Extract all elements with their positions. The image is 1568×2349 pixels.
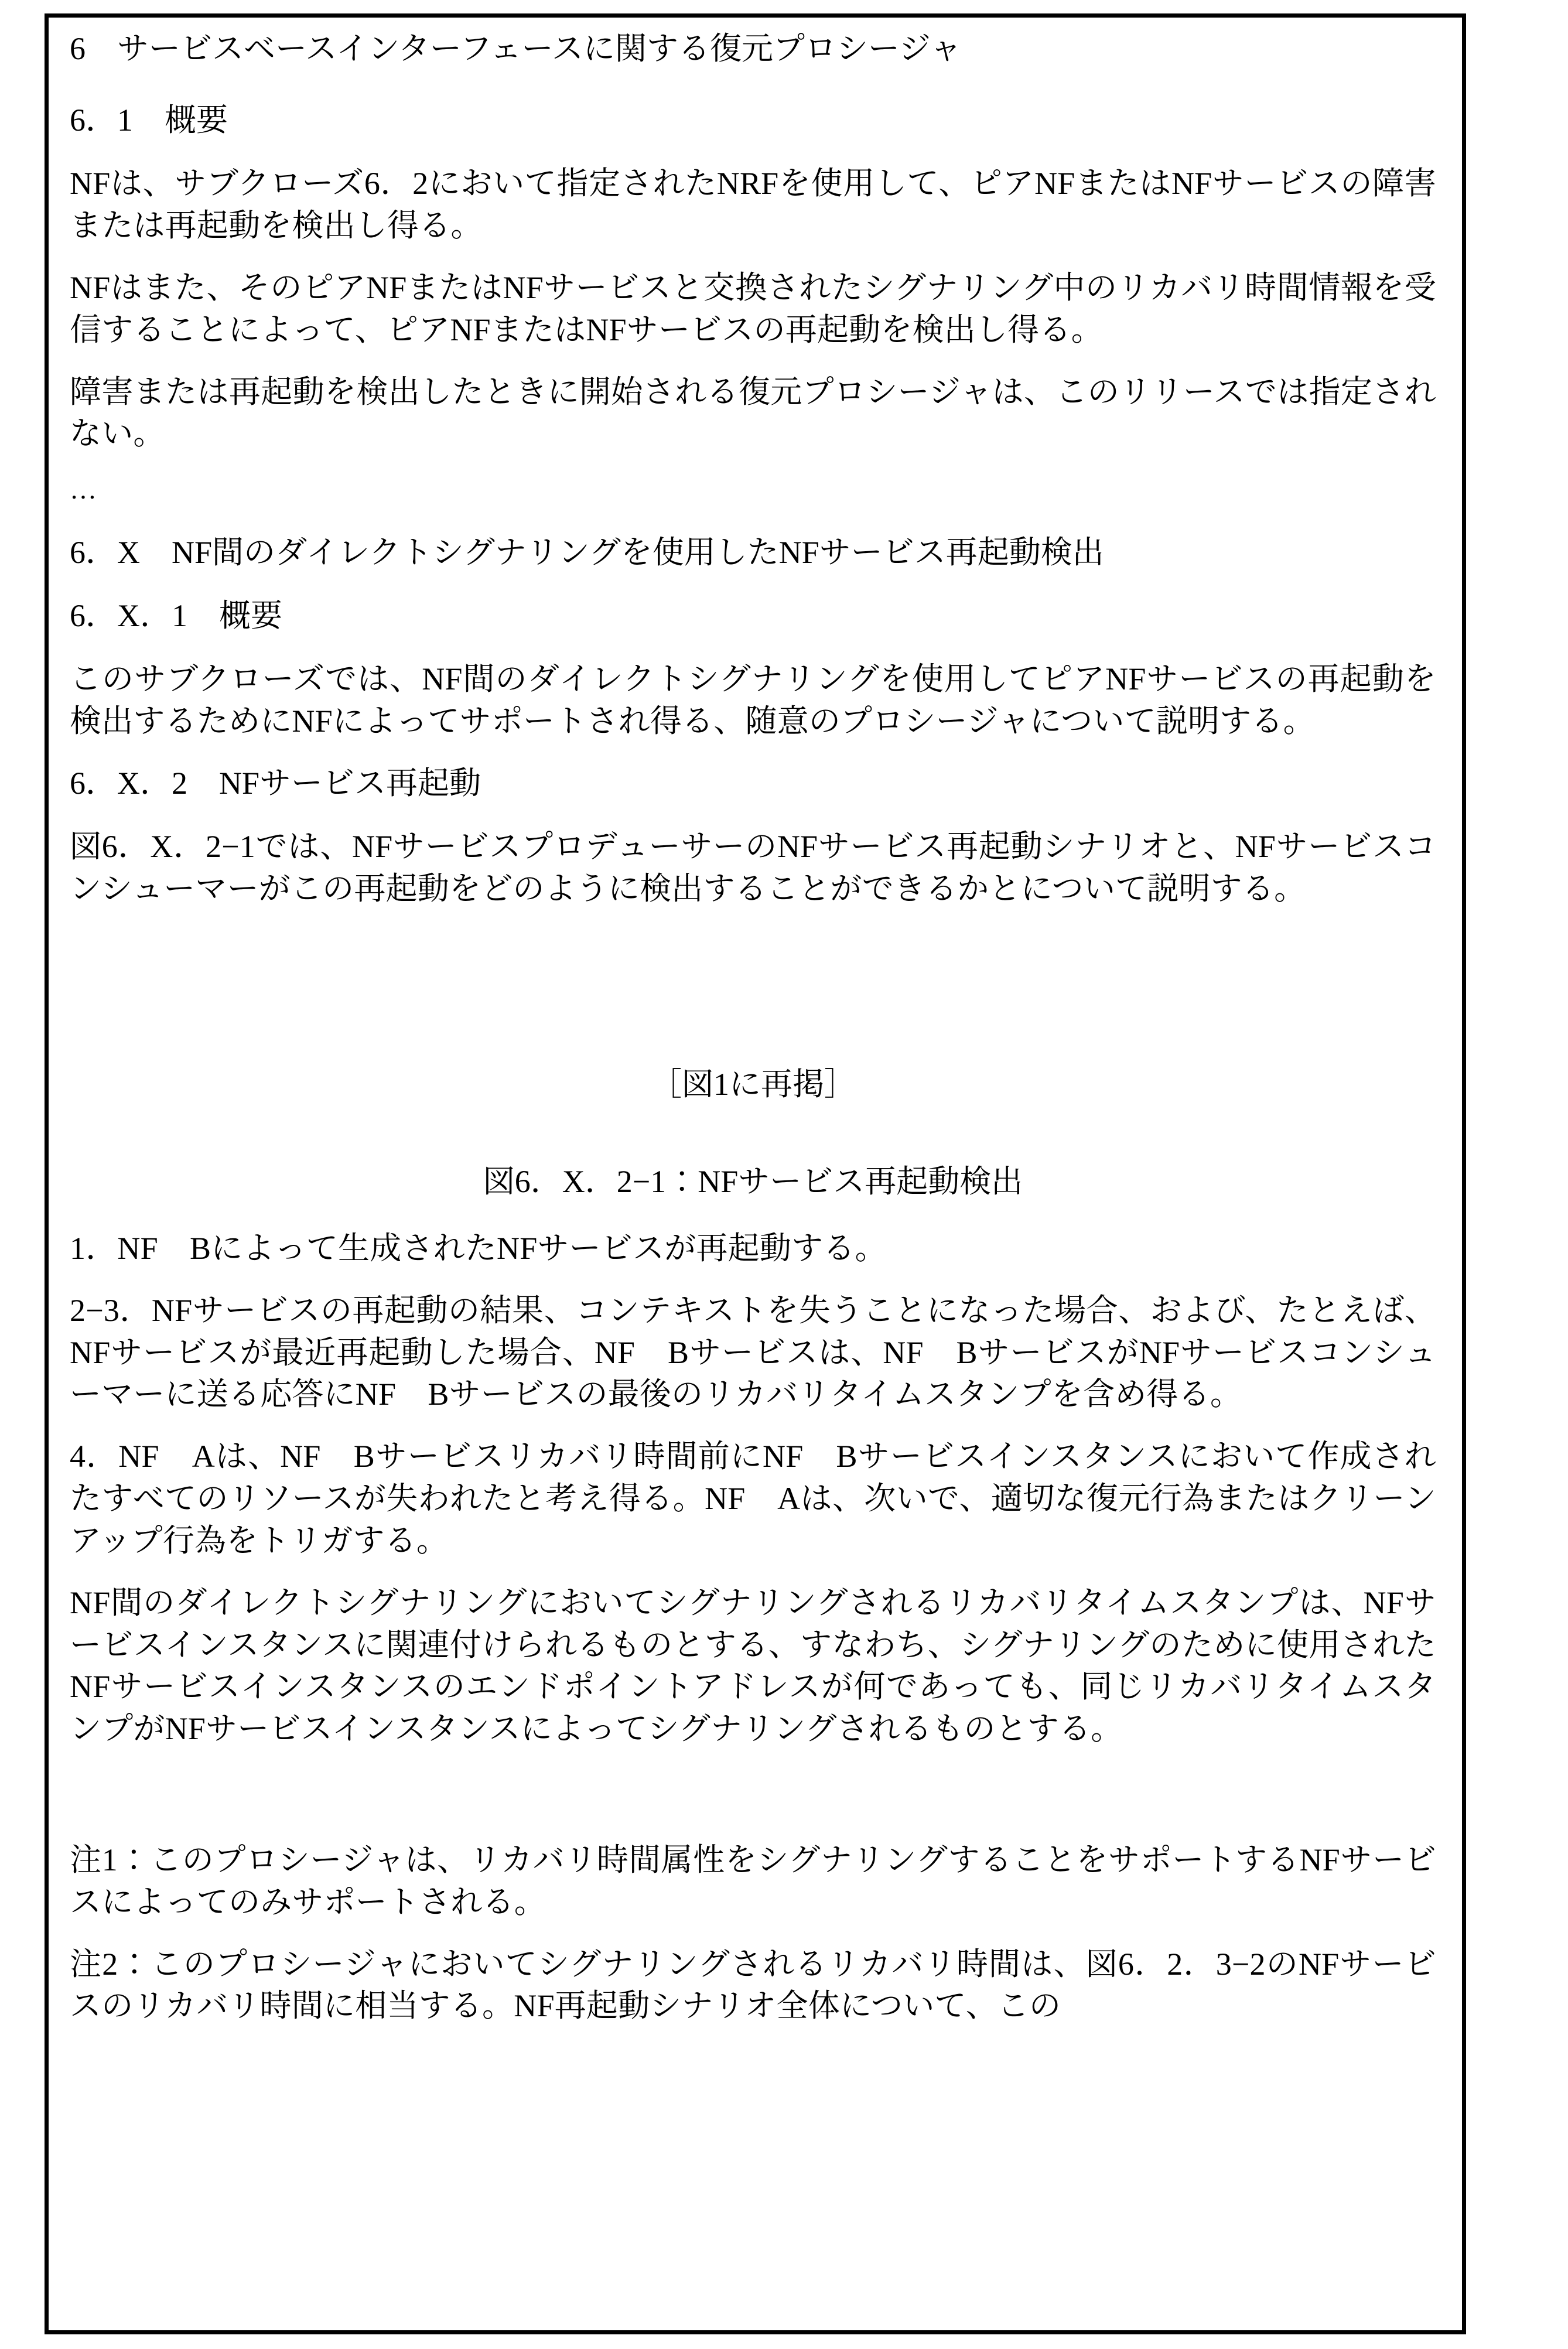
paragraph-6-1-b: NFはまた、そのピアNFまたはNFサービスと交換されたシグナリング中のリカバリ時間情報を受信することによって、ピアNFまたはNFサービスの再起動を検出し得る。 — [70, 270, 1436, 347]
document-body — [49, 18, 1462, 2047]
figure-reprint-label: ［図1に再掲］ — [650, 1066, 856, 1102]
paragraph-6-x-2-a: 図6．X．2−1では、NFサービスプロデューサーのNFサービス再起動シナリオと、NFサービスコンシューマーがこの再起動をどのように検出することができるかとについて説明する。 — [70, 829, 1436, 906]
figure-caption: 図6．X．2−1：NFサービス再起動検出 — [483, 1163, 1023, 1199]
heading-clause-6-x-1: 6．X．1 概要 — [70, 598, 282, 634]
note-2: 注2：このプロシージャにおいてシグナリングされるリカバリ時間は、図6．2．3−2のNFサービスのリカバリ時間に相当する。NF再起動シナリオ全体について、この — [70, 1946, 1436, 2024]
heading-clause-6: 6 サービスベースインターフェースに関する復元プロシージャ — [70, 31, 962, 66]
paragraph-6-1-a: NFは、サブクローズ6．2において指定されたNRFを使用して、ピアNFまたはNFサービスの障害または再起動を検出し得る。 — [70, 166, 1436, 244]
ellipsis-separator: … — [70, 474, 98, 505]
list-item-step-1: 1．NF Bによって生成されたNFサービスが再起動する。 — [70, 1231, 887, 1266]
heading-clause-6-1: 6．1 概要 — [70, 103, 228, 138]
paragraph-timestamp-rule: NF間のダイレクトシグナリングにおいてシグナリングされるリカバリタイムスタンプは、NFサービスインスタンスに関連付けられるものとする、すなわち、シグナリングのために使用されたNFサービスインスタンスのエンドポイントアドレスが何であっても、同じリカバリタイムスタンプがNFサービスインスタンスによってシグナリングされるものとする。 — [70, 1585, 1436, 1747]
note-1: 注1：このプロシージャは、リカバリ時間属性をシグナリングすることをサポートするNFサービスによってのみサポートされる。 — [70, 1842, 1436, 1920]
document-page-frame — [45, 13, 1466, 2334]
figure-image-placeholder — [70, 926, 1436, 1064]
paragraph-6-1-c: 障害または再起動を検出したときに開始される復元プロシージャは、このリリースでは指定されない。 — [70, 374, 1436, 452]
list-item-step-4: 4．NF Aは、NF Bサービスリカバリ時間前にNF Bサービスインスタンスにおいて作成されたすべてのリソースが失われたと考え得る。NF Aは、次いで、適切な復元行為またはクリーンアップ行為をトリガする。 — [70, 1439, 1436, 1558]
list-item-step-2-3: 2−3．NFサービスの再起動の結果、コンテキストを失うことになった場合、および、たとえば、NFサービスが最近再起動した場合、NF Bサービスは、NF BサービスがNFサービスコンシューマーに送る応答にNF Bサービスの最後のリカバリタイムスタンプを含め得る。 — [70, 1292, 1436, 1412]
paragraph-6-x-1-a: このサブクローズでは、NF間のダイレクトシグナリングを使用してピアNFサービスの再起動を検出するためにNFによってサポートされ得る、随意のプロシージャについて説明する。 — [70, 661, 1436, 739]
heading-clause-6-x-2: 6．X．2 NFサービス再起動 — [70, 765, 481, 801]
heading-clause-6-x: 6．X NF間のダイレクトシグナリングを使用したNFサービス再起動検出 — [70, 534, 1104, 570]
notes-spacer — [70, 1770, 1436, 1839]
